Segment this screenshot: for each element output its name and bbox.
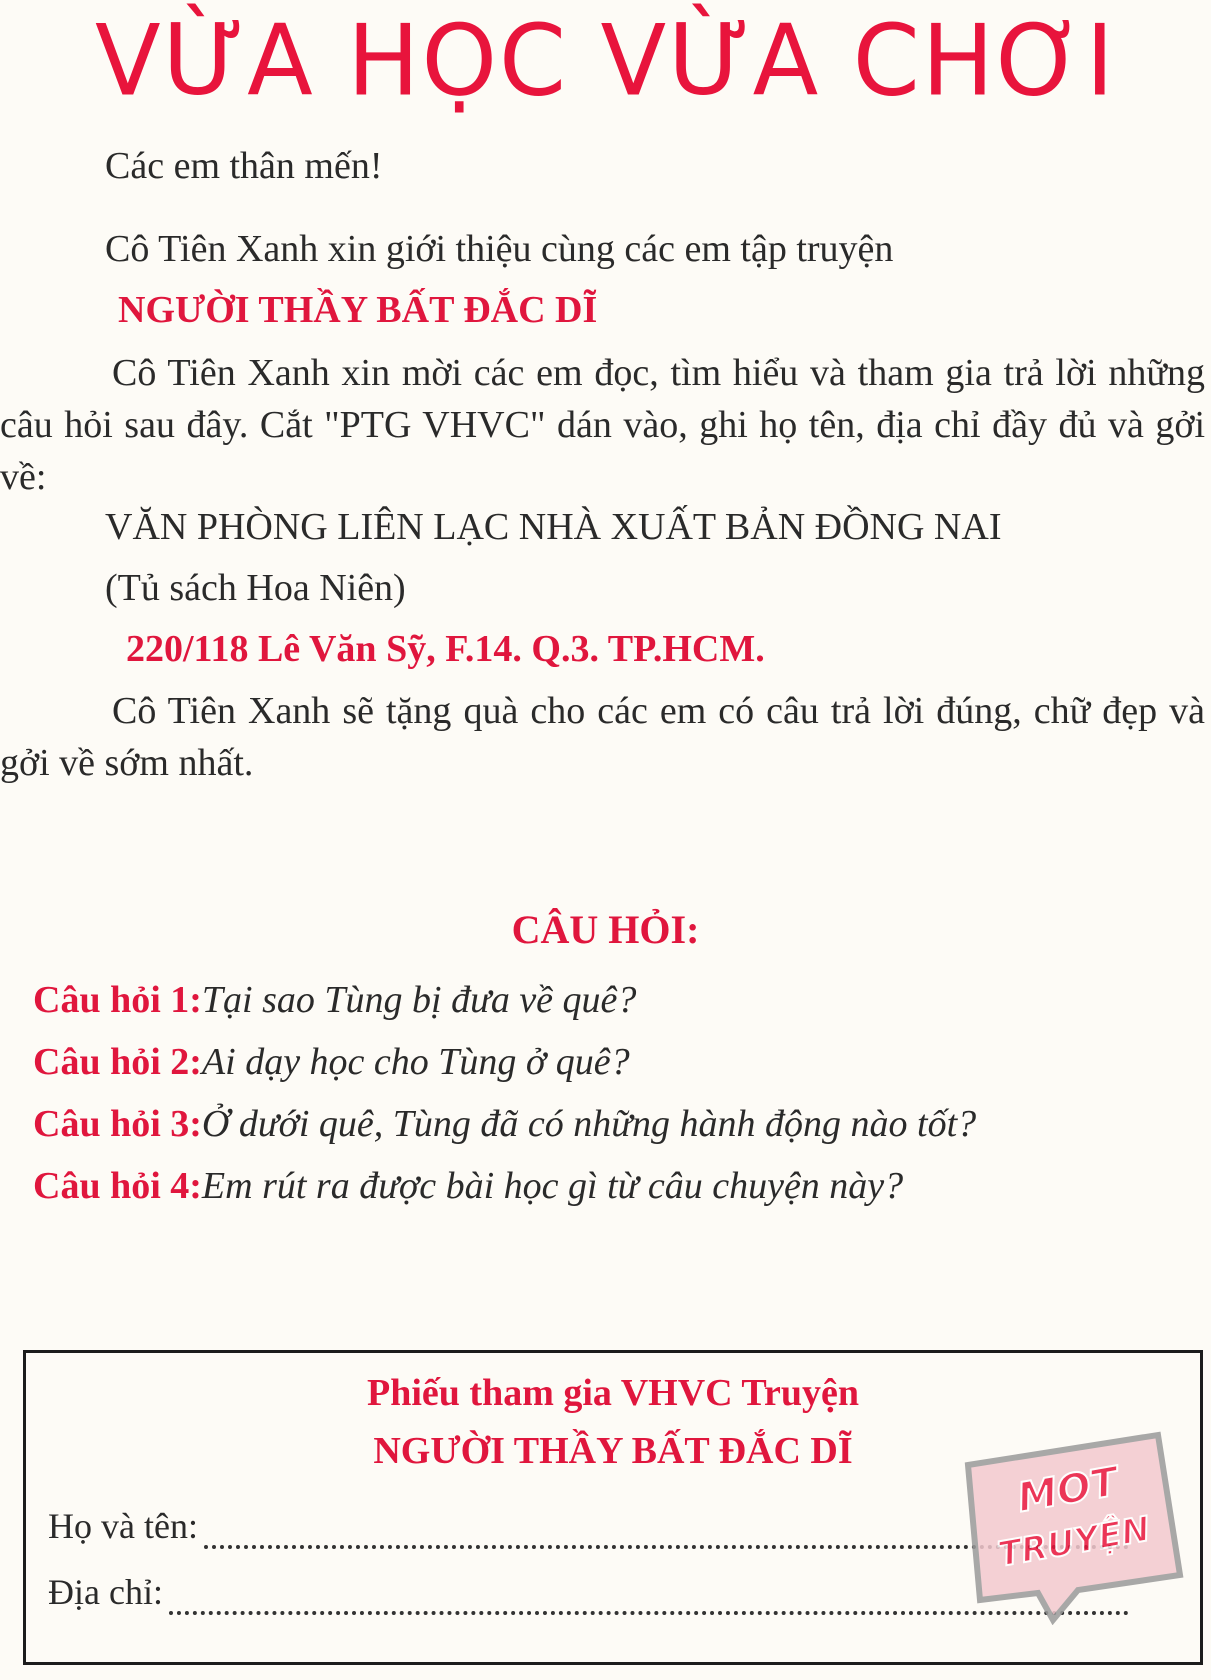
office-name: VĂN PHÒNG LIÊN LẠC NHÀ XUẤT BẢN ĐỒNG NAI	[105, 506, 1002, 548]
question-item	[33, 1037, 630, 1087]
question-label: Câu hỏi 3:	[33, 1103, 202, 1145]
page-title: VỪA HỌC VỪA CHƠI	[95, 3, 1116, 119]
watermark-text-bottom: TRUYỆN	[995, 1509, 1154, 1576]
question-item	[33, 975, 636, 1025]
bookshelf-name: (Tủ sách Hoa Niên)	[105, 567, 406, 609]
question-item	[33, 1099, 976, 1149]
invite-paragraph: Cô Tiên Xanh xin mời các em đọc, tìm hiểu và tham gia trả lời những câu hỏi sau đây. Cắt "PTG VHVC" dán vào, ghi họ tên, địa chỉ đầy đủ và gởi về:	[0, 352, 1205, 498]
question-text: Ai dạy học cho Tùng ở quê?	[201, 1041, 630, 1083]
question-label: Câu hỏi 4:	[33, 1165, 202, 1207]
office-address: 220/118 Lê Văn Sỹ, F.14. Q.3. TP.HCM.	[126, 628, 765, 670]
address-label: Địa chỉ:	[48, 1572, 163, 1612]
question-text: Em rút ra được bài học gì từ câu chuyện này?	[201, 1165, 904, 1207]
question-label: Câu hỏi 2:	[33, 1041, 202, 1083]
watermark-text-top: MOT	[1013, 1458, 1122, 1522]
question-label: Câu hỏi 1:	[33, 979, 202, 1021]
questions-heading: CÂU HỎI:	[511, 907, 700, 952]
intro-text: Cô Tiên Xanh xin giới thiệu cùng các em tập truyện	[105, 228, 894, 270]
form-title: Phiếu tham gia VHVC Truyện	[367, 1372, 859, 1414]
question-item	[33, 1161, 903, 1211]
question-text: Ở dưới quê, Tùng đã có những hành động nào tốt?	[201, 1103, 977, 1145]
question-text: Tại sao Tùng bị đưa về quê?	[201, 979, 637, 1021]
gift-paragraph: Cô Tiên Xanh sẽ tặng quà cho các em có câu trả lời đúng, chữ đẹp và gởi về sớm nhất.	[0, 690, 1205, 784]
greeting: Các em thân mến!	[105, 145, 383, 187]
form-book-title: NGƯỜI THẦY BẤT ĐẮC DĨ	[373, 1430, 853, 1472]
book-title: NGƯỜI THẦY BẤT ĐẮC DĨ	[118, 289, 598, 331]
watermark-logo	[958, 1425, 1188, 1625]
name-label: Họ và tên:	[48, 1506, 198, 1546]
